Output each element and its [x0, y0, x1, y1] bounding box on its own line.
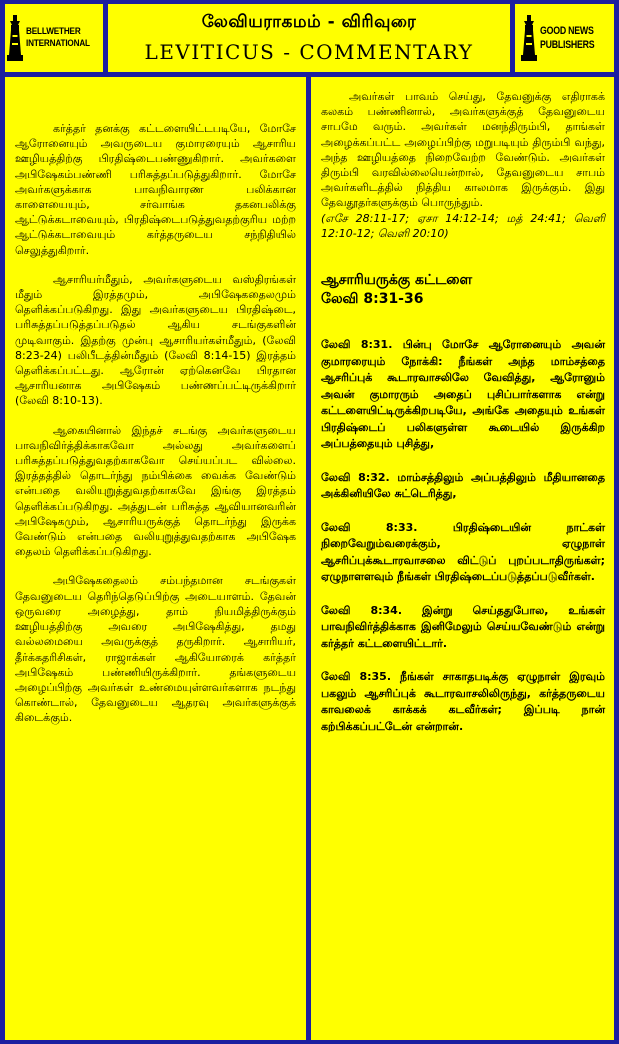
commentary-paragraph: ஆசாரியர்மீதும், அவர்களுடைய வஸ்திரங்கள் மீதும் இரத்தமும், அபிஷேகதைலமும் தெளிக்கப்படுகிறது. இது அவர்களுடைய பிரதிஷ்டை, பரிசுத்தப்படுத்தப்படுதல் ஆகிய சடங்குகளின் முடிவாகும். இதற்கு முன்பு ஆசாரியர்கள்மீதும், (லேவி 8:23-24) பலிபீடத்தின்மீதும் (லேவி 8:14-15) இரத்தம் தெளிக்கப்பட்டது. ஆரோன் ஏற்கெனவே பிரதான ஆசாரியனாக அபிஷேகம் பண்ணப்பட்டிருக்கிறார் (லேவி 8:10-13). [15, 272, 296, 408]
verse-paragraph: லேவி 8:32. மாம்சத்திலும் அப்பத்திலும் மீதியானதை அக்கினியிலே சுட்டெரித்து, [321, 470, 605, 501]
page-header [108, 4, 510, 72]
logo-line-2: INTERNATIONAL [26, 38, 91, 49]
section-title: ஆசாரியருக்கு கட்டளை [321, 272, 473, 289]
commentary-paragraph: அவர்கள் பாவம் செய்து, தேவனுக்கு எதிராகக் கலகம் பண்ணினால், அவர்களுக்குத் தேவனுடைய சாபமே வரும். அவர்கள் மனந்திரும்பி, தாங்கள் அழைக்கப்பட்ட அழைப்பிற்கு மறுபடியும் திரும்பி வந்து, அந்த ஊழியத்தை நிறைவேற்ற வேண்டும். அவர்கள் திரும்பி வரவில்லையென்றால், தேவனுடைய சாபம் அவர்களிடத்தில் நித்திய காலமாக இருக்கும். இது தேவதூதர்களுக்கும் பொருந்தும். [321, 90, 605, 210]
good-news-logo [515, 4, 614, 72]
left-column [5, 77, 306, 1040]
commentary-paragraph: கர்த்தர் தனக்கு கட்டளையிட்டபடியே, மோசே ஆரோனையும் அவருடைய குமாரரையும் ஆசாரிய ஊழியத்திற்கு பிரதிஷ்டைபண்ணுகிறார். அவர்களை அபிஷேகம்பண்ணி பரிசுத்தப்படுத்துகிறார். மோசே அவர்களுக்காக பாவநிவாரண பலிக்கான காளையையும், சர்வாங்க தகனபலிக்கு ஆட்டுக்கடாவையும், பிரதிஷ்டைபடுத்துவதற்குரிய மற்ற ஆட்டுக்கடாவையும் கர்த்தருடைய சந்நிதியில் செலுத்துகிறார். [15, 122, 296, 257]
bellwether-logo [5, 4, 103, 72]
lighthouse-icon [521, 15, 537, 61]
verse-paragraph: லேவி 8:31. பின்பு மோசே ஆரோனையும் அவன் குமாரரையும் நோக்கி: நீங்கள் அந்த மாம்சத்தை ஆசரிப்புக் கூடாரவாசலிலே வேவித்து, ஆரோனும் அவன் குமாரரும் அதைப் புசிப்பார்களாக என்று கட்டளையிட்டிருக்கிறபடியே, அங்கே அதையும் உங்கள் பிரதிஷ்டைப் பலிகளுள்ள கூடையில் இருக்கிற அப்பத்தையும் புசித்து, [321, 338, 605, 451]
logo-line-1: BELLWETHER [26, 26, 81, 37]
lighthouse-icon [7, 15, 23, 61]
right-column [311, 77, 614, 1040]
verse-paragraph: லேவி 8:33. பிரதிஷ்டையின் நாட்கள் நிறைவேறும்வரைக்கும், ஏழுநாள் ஆசரிப்புக்கூடாரவாசலை விட்டுப் புறப்படாதிருங்கள்; ஏழுநாளளவும் நீங்கள் பிரதிஷ்டைப்படுத்தப்படுவீர்கள். [321, 520, 605, 584]
verse-paragraph: லேவி 8:34. இன்று செய்ததுபோல, உங்கள் பாவநிவிர்த்திக்காக இனிமேலும் செய்யவேண்டும் என்று கர்த்தர் கட்டளையிட்டார். [321, 603, 605, 650]
title-english: LEVITICUS - COMMENTARY [144, 40, 474, 64]
verse-paragraph: லேவி 8:35. நீங்கள் சாகாதபடிக்கு ஏழுநாள் இரவும் பகலும் ஆசரிப்புக் கூடாரவாசலிலிருந்து, கர்த்தருடைய காவலைக் காக்கக் கடவீர்கள்; இப்படி நான் கற்பிக்கப்பட்டேன் என்றான். [321, 670, 605, 733]
commentary-paragraph: அபிஷேகதைலம் சம்பந்தமான சடங்குகள் தேவனுடைய தெரிந்தெடுப்பிற்கு அடையாளம். தேவன் ஒருவரை அழைத்து, தாம் நியமித்திருக்கும் ஊழியத்திற்கு அவரை அபிஷேகித்து, தமது வல்லமையை அவருக்குத் தருகிறார். ஆசாரியர், தீர்க்கதரிசிகள், ராஜாக்கள் ஆகியோரைக் கர்த்தர் அபிஷேகம் பண்ணியிருக்கிறார். தங்களுடைய அழைப்பிற்கு அவர்கள் உண்மையுள்ளவர்களாக நடந்து கொண்டால், தேவனுடைய ஆதரவு அவர்களுக்குக் கிடைக்கும். [15, 574, 296, 725]
section-heading [321, 271, 605, 309]
commentary-paragraph: ஆகையினால் இந்தச் சடங்கு அவர்களுடைய பாவநிவிர்த்திக்காகவோ அல்லது அவர்களைப் பரிசுத்தப்படுத்துவதற்காகவோ செய்யப்பட வில்லை. இரத்தத்தில் தொடர்ந்து நம்பிக்கை வைக்க வேண்டும் என்பதை வலியுறுத்துவதற்காகவே இங்கு இரத்தம் தெளிக்கப்படுகிறது. அத்துடன் பரிசுத்த ஆவியானவரின் அபிஷேகமும், ஆசாரியருக்குத் தொடர்ந்து இருக்க வேண்டும் என்பதை வலியுறுத்துவதற்காக அபிஷேக தைலம் தெளிக்கப்படுகிறது. [15, 423, 296, 559]
title-tamil: லேவியராகமம் - விரிவுரை [201, 12, 417, 32]
logo-line-1: GOOD NEWS [540, 25, 594, 37]
logo-line-2: PUBLISHERS [540, 39, 595, 51]
section-reference: லேவி 8:31-36 [321, 291, 424, 308]
scripture-references: (எசே 28:11-17; ஏசா 14:12-14; மத் 24:41; வெளி 12:10-12; வெளி 20:10) [321, 211, 605, 240]
